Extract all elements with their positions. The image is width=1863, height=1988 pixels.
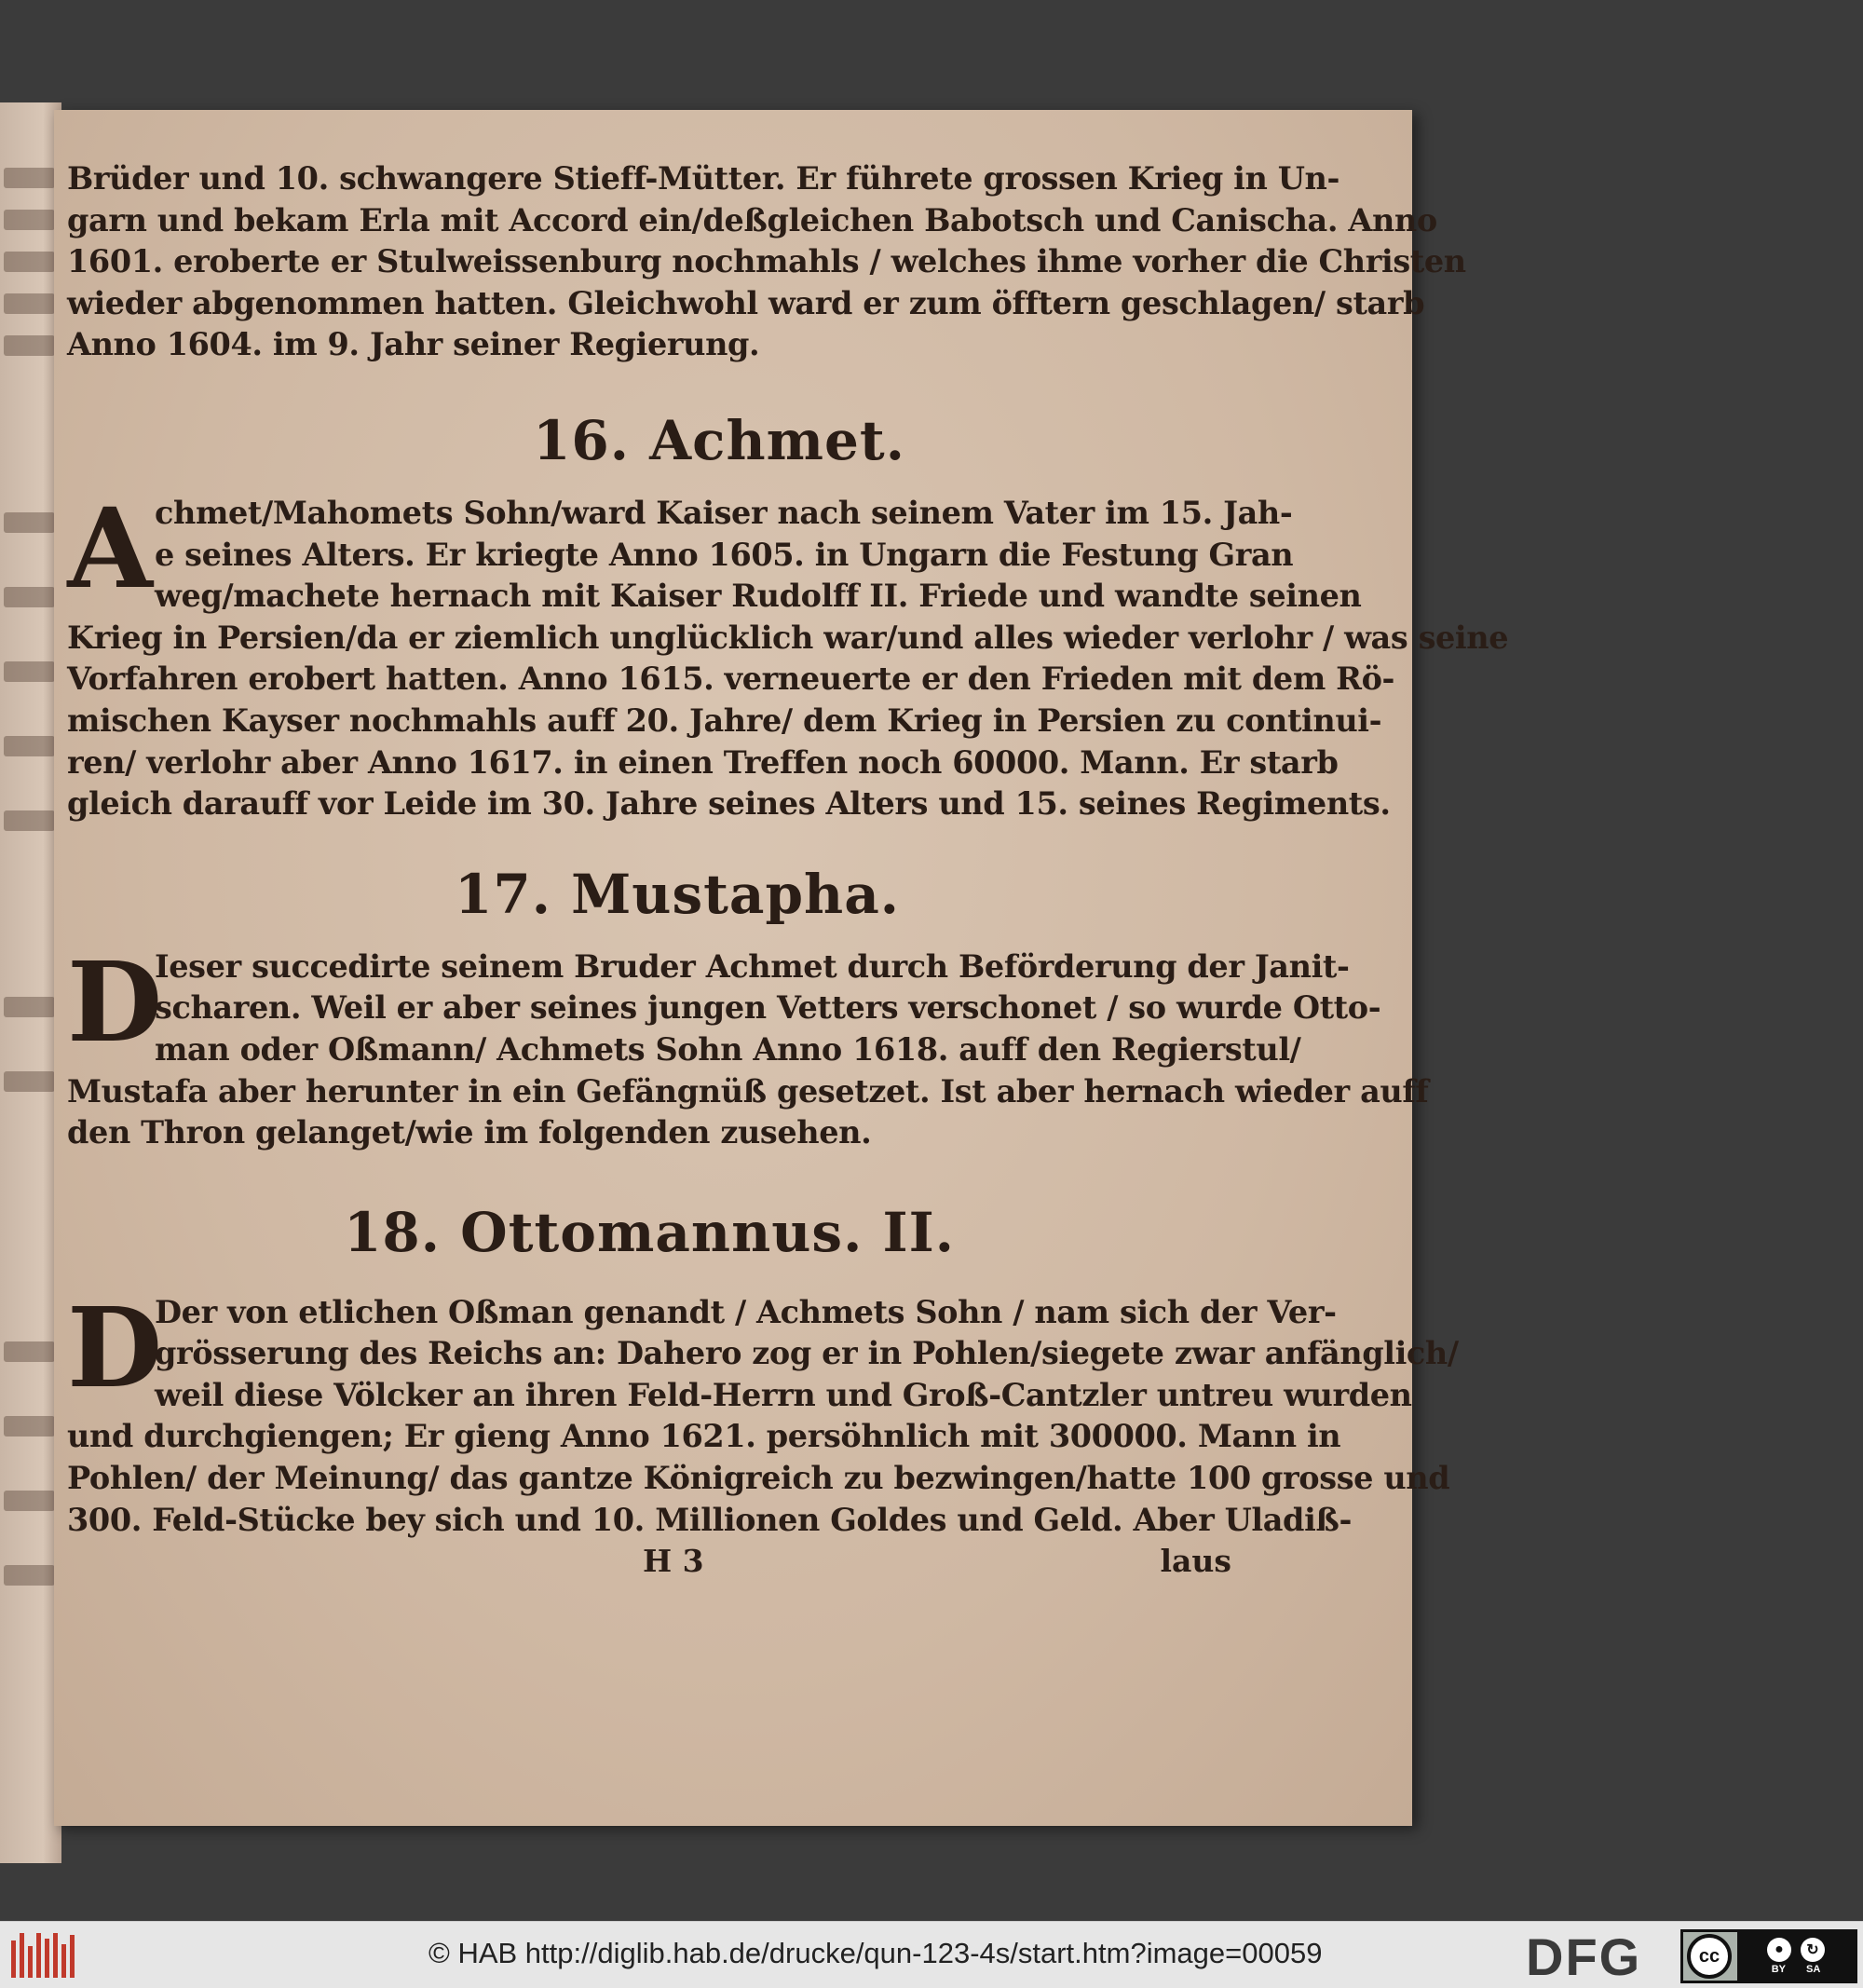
- cc-by-label: BY: [1771, 1964, 1786, 1975]
- text-line: weil diese Völcker an ihren Feld-Herrn und Groß-Cantzler untreu wurden: [155, 1376, 1412, 1413]
- text-line: e seines Alters. Er kriegte Anno 1605. in Ungarn die Festung Gran: [155, 536, 1294, 573]
- bleed-text: [4, 252, 55, 272]
- bleed-text: [4, 210, 55, 230]
- bleed-text: [4, 661, 55, 682]
- bleed-text: [4, 168, 55, 188]
- cc-sa-label: SA: [1806, 1964, 1821, 1975]
- signature-mark: H 3: [643, 1543, 704, 1580]
- section-heading-mustapha: 17. Mustapha.: [455, 862, 900, 926]
- text-line: Brüder und 10. schwangere Stieff-Mütter. Er führete grossen Krieg in Un-: [67, 160, 1339, 197]
- previous-page-edge: [0, 102, 61, 1863]
- bleed-text: [4, 1341, 55, 1362]
- dfg-logo[interactable]: DFG: [1526, 1927, 1642, 1986]
- bleed-text: [4, 1071, 55, 1092]
- paragraph-15-end: [67, 158, 1466, 366]
- page-text-block: [67, 158, 1509, 1584]
- bleed-text: [4, 587, 55, 607]
- text-line: chmet/Mahomets Sohn/ward Kaiser nach seinem Vater im 15. Jah-: [155, 494, 1293, 531]
- drop-cap: D: [67, 1282, 162, 1412]
- text-line: ren/ verlohr aber Anno 1617. in einen Treffen noch 60000. Mann. Er starb: [67, 743, 1339, 781]
- bleed-text: [4, 997, 55, 1017]
- text-line: Vorfahren erobert hatten. Anno 1615. verneuerte er den Frieden mit dem Rö-: [67, 660, 1395, 698]
- page-footer-row: [67, 1543, 1231, 1584]
- section-heading-ottomannus: 18. Ottomannus. II.: [344, 1200, 955, 1264]
- bleed-text: [4, 512, 55, 533]
- text-line: Mustafa aber herunter in ein Gefängnüß gesetzet. Ist aber hernach wieder auff: [67, 1072, 1429, 1110]
- paragraph-mustapha: [67, 936, 1429, 1154]
- text-line: grösserung des Reichs an: Dahero zog er in Pohlen/siegete zwar anfänglich/: [155, 1335, 1459, 1372]
- bleed-text: [4, 736, 55, 756]
- text-line: man oder Oßmann/ Achmets Sohn Anno 1618. auff den Regierstul/: [155, 1030, 1301, 1068]
- drop-cap: D: [67, 936, 162, 1067]
- text-line: Ieser succedirte seinem Bruder Achmet durch Beförderung der Janit-: [155, 947, 1350, 985]
- text-line: garn und bekam Erla mit Accord ein/deßgleichen Babotsch und Canischa. Anno: [67, 201, 1437, 238]
- section-heading-achmet: 16. Achmet.: [533, 408, 905, 472]
- text-line: Krieg in Persien/da er ziemlich unglücklich war/und alles wieder verlohr / was seine: [67, 619, 1509, 656]
- bleed-text: [4, 293, 55, 314]
- text-line: mischen Kayser nochmahls auff 20. Jahre/ dem Krieg in Persien zu continui-: [67, 701, 1382, 739]
- hab-barcode-icon[interactable]: [11, 1933, 78, 1978]
- bleed-text: [4, 1491, 55, 1511]
- paragraph-ottomannus: [67, 1282, 1459, 1542]
- copyright-link[interactable]: © HAB http://diglib.hab.de/drucke/qun-123-4s/start.htm?image=00059: [428, 1937, 1323, 1969]
- text-line: wieder abgenommen hatten. Gleichwohl ward er zum öfftern geschlagen/ starb: [67, 284, 1425, 321]
- text-line: und durchgiengen; Er gieng Anno 1621. persöhnlich mit 300000. Mann in: [67, 1418, 1341, 1455]
- drop-cap: A: [67, 483, 153, 613]
- bleed-text: [4, 810, 55, 831]
- text-line: gleich darauff vor Leide im 30. Jahre seines Alters und 15. seines Regiments.: [67, 785, 1391, 823]
- text-line: scharen. Weil er aber seines jungen Vetters verschonet / so wurde Otto-: [155, 989, 1381, 1027]
- text-line: Pohlen/ der Meinung/ das gantze Königreich zu bezwingen/hatte 100 grosse und: [67, 1460, 1450, 1497]
- document-page: [54, 110, 1509, 1826]
- cc-attribution-block: [1737, 1932, 1855, 1981]
- cc-license-badge[interactable]: [1680, 1929, 1857, 1983]
- viewer-info-bar: [0, 1921, 1863, 1988]
- bleed-text: [4, 335, 55, 356]
- person-icon: ●: [1767, 1938, 1791, 1962]
- text-line: Anno 1604. im 9. Jahr seiner Regierung.: [67, 326, 760, 363]
- text-line: 1601. eroberte er Stulweissenburg nochmahls / welches ihme vorher die Christen: [67, 243, 1466, 280]
- text-line: 300. Feld-Stücke bey sich und 10. Millionen Goldes und Geld. Aber Uladiß-: [67, 1501, 1352, 1538]
- catchword: laus: [1160, 1543, 1231, 1580]
- text-line: weg/machete hernach mit Kaiser Rudolff II. Friede und wandte seinen: [155, 578, 1362, 615]
- share-alike-icon: ↻: [1801, 1938, 1825, 1962]
- cc-icon: cc: [1687, 1934, 1732, 1979]
- text-line: Der von etlichen Oßman genandt / Achmets Sohn / nam sich der Ver-: [155, 1293, 1337, 1330]
- bleed-text: [4, 1565, 55, 1586]
- paragraph-achmet: [67, 483, 1509, 825]
- text-line: den Thron gelanget/wie im folgenden zusehen.: [67, 1114, 872, 1151]
- bleed-text: [4, 1416, 55, 1437]
